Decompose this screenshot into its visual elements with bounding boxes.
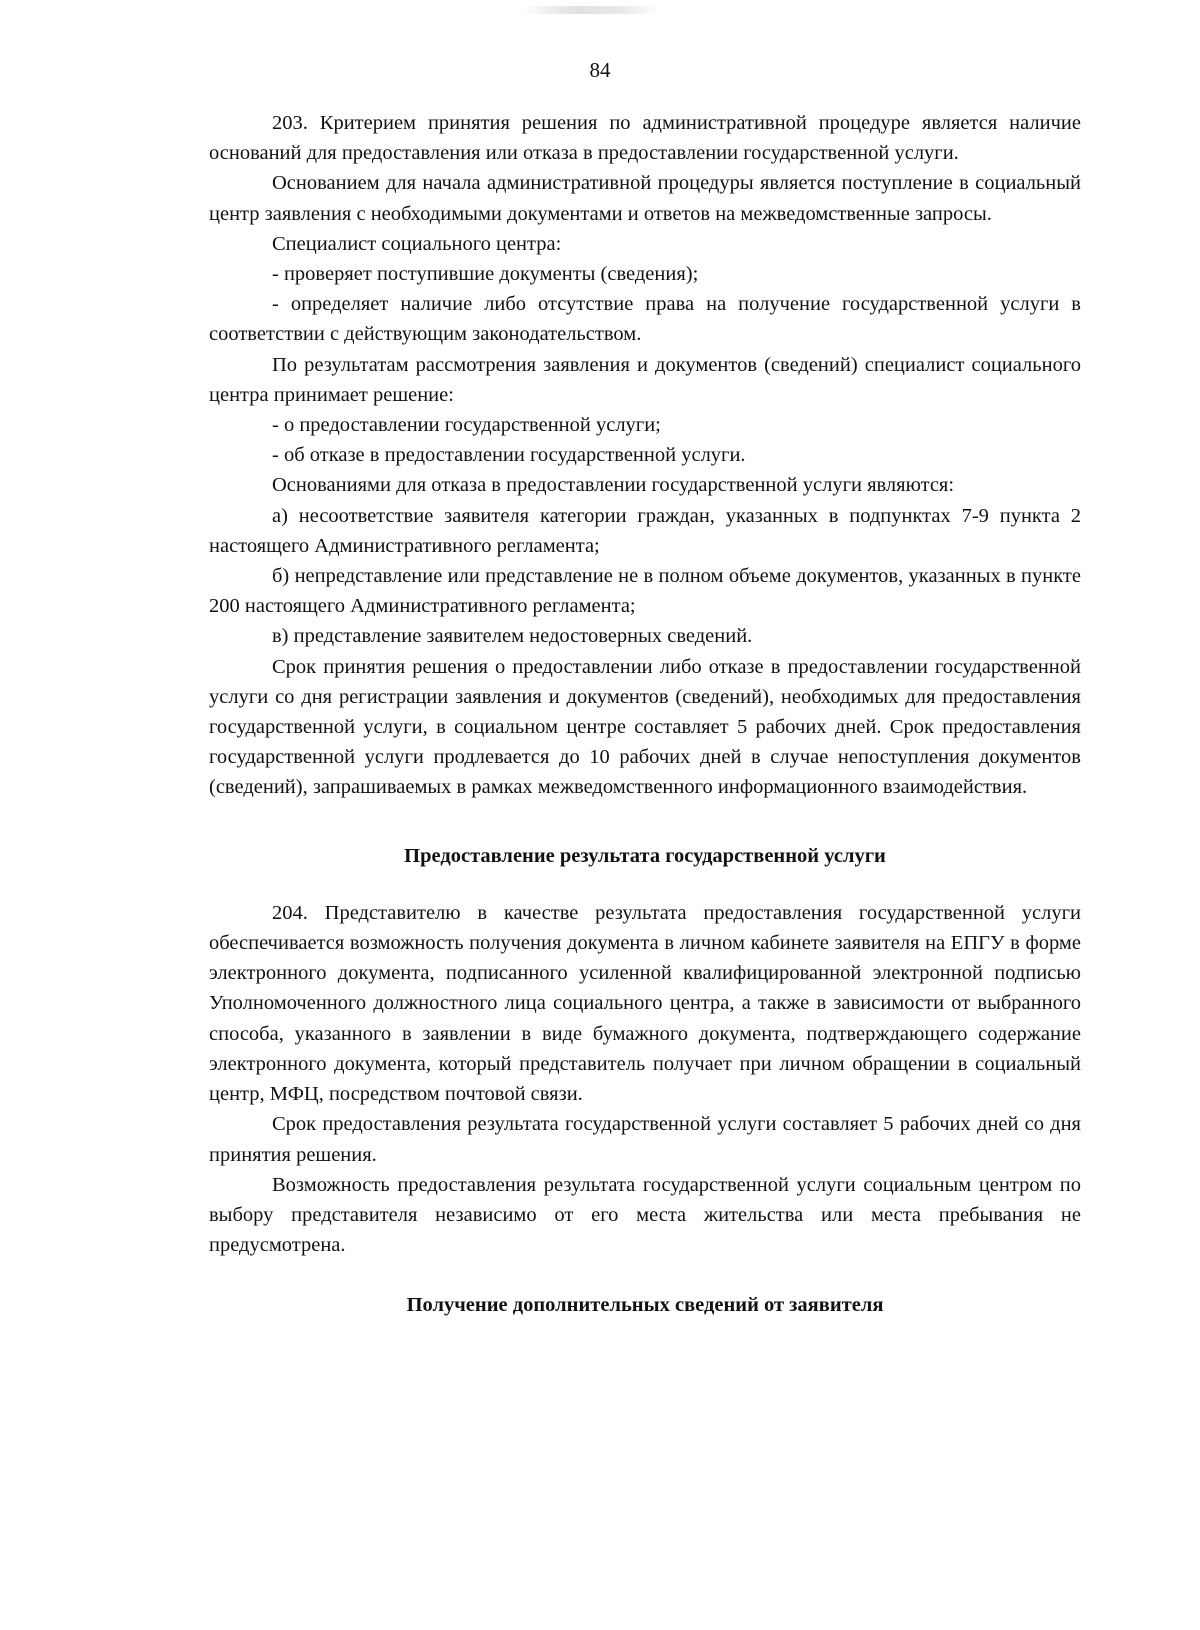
list-item-decision-grant: - о предоставлении государственной услуги;	[272, 414, 661, 437]
paragraph-203-criterion: 203. Критерием принятия решения по административной процедуре является наличие оснований для предоставления или отказа в предоставлении государственной услуги.	[209, 112, 1081, 165]
list-item-decision-refuse: - об отказе в предоставлении государственной услуги.	[272, 444, 746, 467]
page-number: 84	[589, 58, 611, 82]
paragraph-result-term: Срок предоставления результата государственной услуги составляет 5 рабочих дней со дня принятия решения.	[209, 1113, 1081, 1166]
paragraph-review-results: По результатам рассмотрения заявления и документов (сведений) специалист социального центра принимает решение:	[209, 353, 1081, 406]
paragraph-decision-term: Срок принятия решения о предоставлении либо отказе в предоставлении государственной услуги со дня регистрации заявления и документов (сведений), необходимых для предоставления государственной услуги, в социальном центре составляет 5 рабочих дней. Срок предоставления государственной услуги продлевается до 10 рабочих дней в случае непоступления документов (сведений), запрашиваемых в рамках межведомственного информационного взаимодействия.	[209, 655, 1081, 799]
document-body	[209, 108, 1081, 1321]
list-item-ground-b: б) непредставление или представление не в полном объеме документов, указанных в пункте 200 настоящего Административного регламента;	[209, 565, 1081, 618]
list-item-ground-v: в) представление заявителем недостоверных сведений.	[272, 625, 753, 648]
paragraph-refusal-grounds: Основаниями для отказа в предоставлении государственной услуги являются:	[272, 474, 955, 497]
paragraph-204-result: 204. Представителю в качестве результата предоставления государственной услуги обеспечивается возможность получения документа в личном кабинете заявителя на ЕПГУ в форме электронного документа, подписанного усиленной квалифицированной электронной подписью Уполномоченного должностного лица социального центра, а также в зависимости от выбранного способа, указанного в заявлении в виде бумажного документа, подтверждающего содержание электронного документа, который представитель получает при личном обращении в социальный центр, МФЦ, посредством почтовой связи.	[209, 901, 1081, 1106]
paragraph-extraterritorial: Возможность предоставления результата государственной услуги социальным центром по выбору представителя независимо от его места жительства или места пребывания не предусмотрена.	[209, 1173, 1081, 1257]
section-heading-additional-info: Получение дополнительных сведений от заявителя	[406, 1294, 884, 1317]
list-item-ground-a: а) несоответствие заявителя категории граждан, указанных в подпунктах 7-9 пункта 2 настоящего Административного регламента;	[209, 504, 1081, 557]
list-item-determines-right: - определяет наличие либо отсутствие права на получение государственной услуги в соответствии с действующим законодательством.	[209, 293, 1081, 346]
paragraph-procedure-basis: Основанием для начала административной процедуры является поступление в социальный центр заявления с необходимыми документами и ответов на межведомственные запросы.	[209, 172, 1081, 225]
list-item-checks-documents: - проверяет поступившие документы (сведения);	[272, 263, 699, 286]
paragraph-specialist: Специалист социального центра:	[272, 232, 562, 255]
section-heading-result: Предоставление результата государственной услуги	[404, 844, 886, 867]
scan-artifact	[520, 6, 660, 14]
